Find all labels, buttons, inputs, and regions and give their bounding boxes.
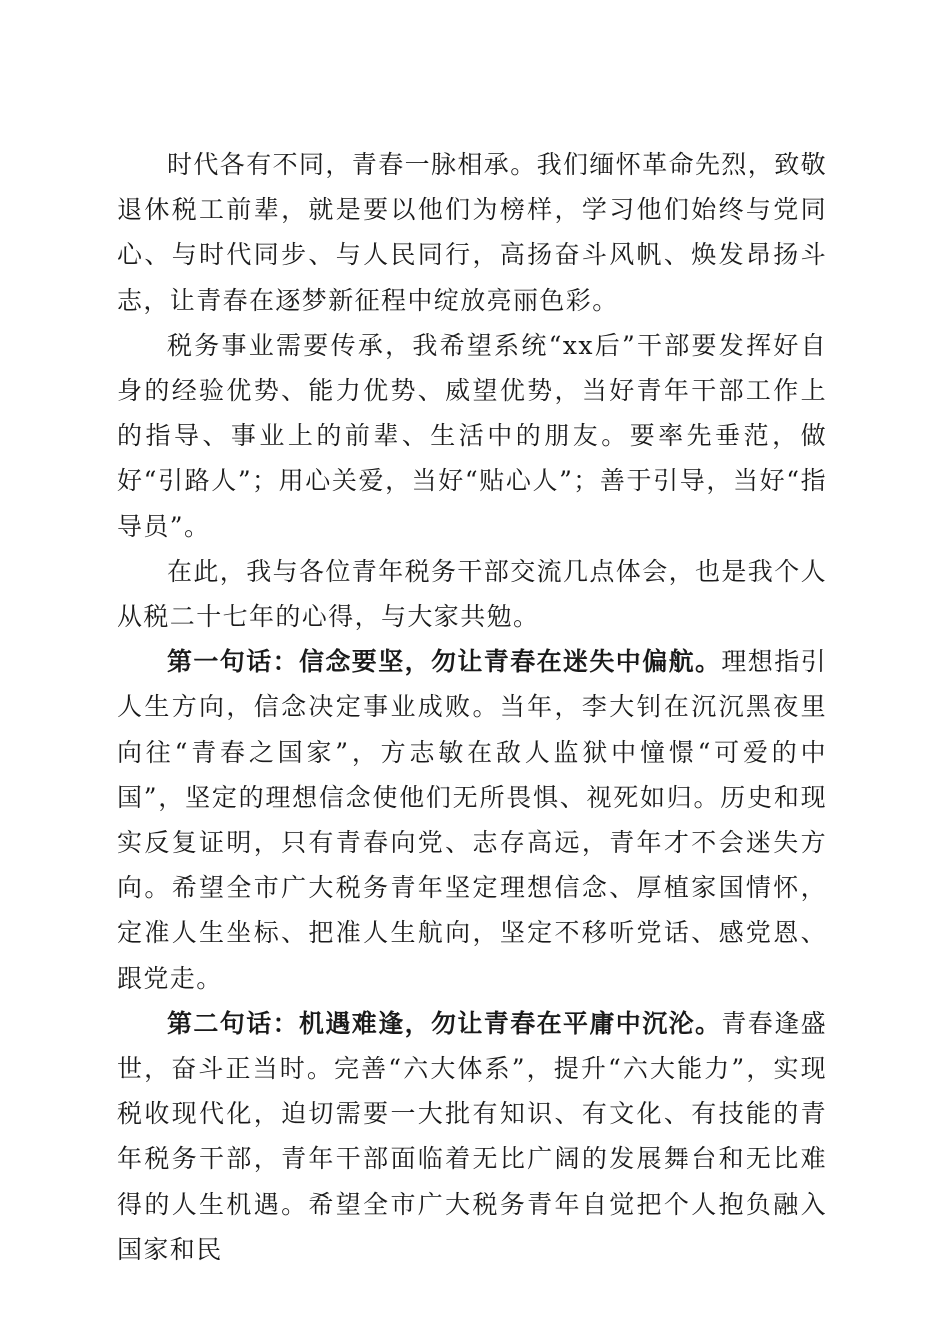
paragraph-era bbox=[117, 142, 827, 323]
paragraph-text: 税务事业需要传承，我希望系统“xx后”干部要发挥好自身的经验优势、能力优势、威望优势，当好青年干部工作上的指导、事业上的前辈、生活中的朋友。要率先垂范，做好“引路人”；用心关爱，当好“贴心人”；善于引导，当好“指导员”。 bbox=[117, 330, 827, 541]
paragraph-text: 在此，我与各位青年税务干部交流几点体会，也是我个人从税二十七年的心得，与大家共勉。 bbox=[117, 556, 828, 632]
body-text bbox=[117, 142, 827, 1272]
paragraph-text: 时代各有不同，青春一脉相承。我们缅怀革命先烈，致敬退休税工前辈，就是要以他们为榜样，学习他们始终与党同心、与时代同步、与人民同行，高扬奋斗风帆、焕发昂扬斗志，让青春在逐梦新征程中绽放亮丽色彩。 bbox=[117, 150, 828, 315]
paragraph-lead: 第一句话：信念要坚，勿让青春在迷失中偏航。 bbox=[167, 647, 722, 677]
paragraph-intro bbox=[117, 549, 827, 639]
paragraph-text: 理想指引人生方向，信念决定事业成败。当年，李大钊在沉沉黑夜里向往“青春之国家”，方志敏在敌人监狱中憧憬“可爱的中国”，坚定的理想信念使他们无所畏惧、视死如归。历史和现实反复证明，只有青春向党、志存高远，青年才不会迷失方向。希望全市广大税务青年坚定理想信念、厚植家国情怀，定准人生坐标、把准人生航向，坚定不移听党话、感党恩、跟党走。 bbox=[117, 647, 828, 993]
paragraph-lead: 第二句话：机遇难逢，勿让青春在平庸中沉沦。 bbox=[167, 1008, 722, 1038]
paragraph-second-sentence bbox=[117, 1001, 827, 1272]
paragraph-inheritance bbox=[117, 323, 827, 549]
paragraph-first-sentence bbox=[117, 639, 827, 1001]
paragraph-text: 青春逢盛世，奋斗正当时。完善“六大体系”，提升“六大能力”，实现税收现代化，迫切需要一大批有知识、有文化、有技能的青年税务干部，青年干部面临着无比广阔的发展舞台和无比难得的人生机遇。希望全市广大税务青年自觉把个人抱负融入国家和民 bbox=[117, 1008, 828, 1264]
